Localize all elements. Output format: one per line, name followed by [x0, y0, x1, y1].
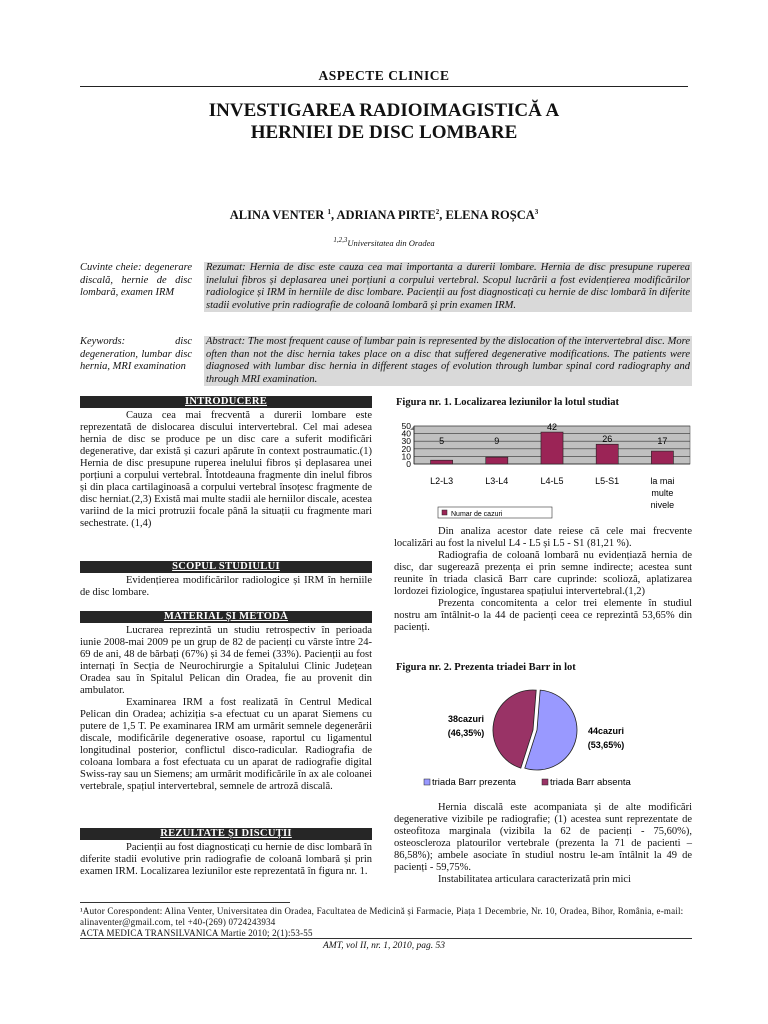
figure-1-bar-chart [394, 412, 692, 522]
affiliation-sup: 1,2,3 [333, 236, 348, 244]
data-label: 26 [602, 434, 613, 445]
data-label: 9 [494, 436, 500, 446]
method-paragraph-2: Examinarea IRM a fost realizată în Centrul Medical Pelican din Oradea; achiziția s-a efectuat cu un aparat Siemens cu putere de 1,5 T. Pe examinarea IRM am urmărit semnele degenerării discale, modificările degenerative osoase, raportul cu ligamentul longitudinal posterior, conflictul disco-radicular. Radiografia de coloana lombara a fost efectuata cu un aparat de radiografie digital Swiss-ray sau un Siemens; am urmărit modificările în ax ale coloanei vertebrale, spațiul intervertebral, semnele de artroză discală. [80, 697, 372, 792]
method-heading: MATERIAL ȘI METODĂ [80, 611, 372, 623]
legend-swatch [442, 510, 447, 515]
keywords-en: Keywords: disc degeneration, lumbar disc hernia, MRI examination [80, 336, 192, 372]
affiliation-text: Universitatea din Oradea [347, 237, 435, 248]
x-tick-label: L3-L4 [485, 476, 509, 486]
scope-text [80, 575, 372, 599]
x-tick-label: L4-L5 [540, 476, 564, 486]
figure-2-pie-chart [394, 680, 692, 794]
y-tick-labels [402, 421, 412, 469]
bar [486, 457, 508, 464]
author-2: ADRIANA PIRTE [336, 208, 436, 223]
section-rubric: ASPECTE CLINICE [318, 68, 450, 83]
right-paragraph-4: Hernia discală este acompaniata și de alte modificări degenerative vizibile pe radiografie; (1) acestea sunt reprezentate de osteofitoza marginala (vizibila la 62 de pacienți - 75,60%), osteoscleroza platourilor vertebrale (prezenta la 71 de pacienti – 86,58%); ambele asociate în studiul nostru le-am întâlnit la 49 de pacienți - 59,75%. [394, 802, 692, 873]
results-text [80, 842, 372, 878]
author-1-sup: 1 [327, 208, 331, 216]
author-3: ELENA ROȘCA [445, 208, 535, 223]
footnote-author: ¹Autor Corespondent: Alina Venter, Universitatea din Oradea, Facultatea de Medicină și Farmacie, Piața 1 Decembrie, Nr. 10, Oradea, Bihor, România, e-mail: alinaventer@gmail.com, tel +40-(269) 0724243934 [80, 906, 684, 927]
pie-label-absenta: 38cazuri [447, 714, 485, 724]
figure-1-title: Figura nr. 1. Localizarea leziunilor la lotul studiat [396, 397, 619, 408]
affiliation [0, 236, 768, 248]
results-paragraph: Pacienții au fost diagnosticați cu hernie de disc lombară în diferite stadii evolutive prin radiografie de coloană lombară și prin examen IRM. Localizarea leziunilor este reprezentată în figura nr. 1. [80, 842, 372, 877]
y-tick-label: 30 [401, 436, 411, 447]
pie-pct-prezenta: (53,65%) [587, 740, 625, 750]
footnote [80, 906, 692, 939]
y-tick-label: 0 [406, 459, 411, 469]
figure-2-title: Figura nr. 2. Prezenta triadei Barr in lot [396, 662, 576, 673]
x-tick-label: la mai [650, 476, 675, 486]
data-label: 17 [657, 436, 668, 446]
method-text [80, 625, 372, 793]
x-tick-label: L5-S1 [595, 476, 620, 486]
y-tick-label: 20 [401, 443, 411, 454]
author-2-sup: 2 [435, 208, 440, 216]
right-paragraph-1: Din analiza acestor date reiese că cele mai frecvente localizări au fost la nivelul L4 - L5 și L5 - S1 (81,21 %). [394, 526, 692, 549]
bar [431, 460, 453, 464]
pie-label-prezenta: 44cazuri [587, 726, 625, 736]
y-tick-label: 10 [401, 451, 411, 462]
author-3-sup: 3 [534, 208, 539, 216]
legend-label: Numar de cazuri [451, 511, 503, 518]
header-rule [80, 86, 688, 87]
right-paragraph-3: Prezenta concomitenta a celor trei elemente în studiul nostru am întâlnit-o la 44 de pacienți ceea ce reprezintă 53,65% din pacienți. [394, 598, 692, 633]
bar [541, 432, 563, 464]
legend-swatch-absenta [542, 779, 548, 785]
pie-pct-absenta: (46,35%) [447, 728, 485, 738]
right-text-2 [394, 802, 692, 886]
method-paragraph-1: Lucrarea reprezintă un studiu retrospectiv în perioada iunie 2008-mai 2009 pe un grup de 82 de pacienți cu vârste între 24- 69 de ani, 48 de bărbați (67%) și 34 de femei (33%). Pacienții au fost internați în Secția de Neurochirurgie a Spitalului Clinic Județean Oradea sau în Spitalul Pelican din Oradea, fie au provenit din ambulator. [80, 625, 372, 696]
y-tick-label: 50 [401, 421, 411, 431]
bar [651, 451, 673, 464]
keywords-ro: Cuvinte cheie: degenerare discală, hernie de disc lombară, examen IRM [80, 262, 192, 298]
pie-slices [493, 690, 577, 770]
abstract-ro: Rezumat: Hernia de disc este cauza cea mai importanta a durerii lombare. Hernia de disc presupune ruperea inelului fibros și deplasarea unei porțiuni a corpului vertebral. Scopul lucrării a fost evidențierea modificărilor radiologice și IRM în herniile de disc lombare. Pacienții au fost diagnosticați cu hernie de disc lombară în diferite stadii evolutive prin radiografie de coloană lombară și prin examen IRM. [206, 262, 690, 311]
right-paragraph-5: Instabilitatea articulara caracterizată prin mici [438, 874, 631, 885]
page-reference: AMT, vol II, nr. 1, 2010, pag. 53 [323, 941, 445, 951]
right-text-1 [394, 526, 692, 634]
title-line-1: INVESTIGAREA RADIOIMAGISTICĂ A [208, 100, 560, 121]
footnote-rule [80, 902, 290, 903]
scope-paragraph: Evidențierea modificărilor radiologice și IRM în herniile de disc lombare. [80, 575, 372, 598]
abstract-en: Abstract: The most frequent cause of lumbar pain is represented by the dislocation of the intervertebral disc. More often than not the disc hernia takes place on a disc that suffered degenerative modifications. The patients were diagnosed with lumbar disc hernia in different stages of evolution through lumbar spinal cord radiography and through MRI examination. [206, 336, 690, 385]
legend-swatch-prezenta [424, 779, 430, 785]
data-label: 5 [439, 436, 445, 446]
y-tick-label: 40 [401, 428, 411, 439]
x-tick-labels [430, 476, 674, 510]
results-heading: REZULTATE ȘI DISCUȚII [80, 828, 372, 840]
intro-heading: INTRODUCERE [80, 396, 372, 408]
x-tick-label: multe [651, 488, 674, 498]
title-line-2: HERNIEI DE DISC LOMBARE [250, 122, 518, 143]
data-label: 42 [546, 422, 558, 433]
legend-label-absenta: triada Barr absenta [550, 777, 631, 788]
legend-label-prezenta: triada Barr prezenta [432, 777, 516, 788]
author-1: ALINA VENTER [229, 208, 325, 223]
author-list: ALINA VENTER $^1$, ADRIANA PIRTE$^2$, ELENA ROȘCA$^3$ [229, 208, 539, 223]
x-tick-label: L2-L3 [430, 476, 454, 486]
x-tick-label: nivele [650, 500, 675, 510]
intro-paragraph: Cauza cea mai frecventă a durerii lombare este reprezentată de dislocarea discului intervertebral. Cel mai adesea hernia de disc se produce pe un disc care a suferit modificări degenerative, dar există și cazuri apărute în context postraumatic.(1) Hernia de disc presupune ruperea inelului fibros și deplasarea unei porțiuni a corpului vertebral. Întotdeauna fragmente din inelul fibros și din placa cartilaginoasă a corpului vertebral însoțesc fragmente de disc herniat.(2,3) Există mai multe stadii ale herniilor discale, acestea variind de la mici protruzii focale până la situații cu fragmente mari sechestrate. (1,4) [80, 410, 372, 529]
footnote-journal: ACTA MEDICA TRANSILVANICA Martie 2010; 2(1):53-55 [80, 928, 313, 938]
footer-rule [80, 938, 692, 939]
intro-text [80, 410, 372, 530]
scope-heading: SCOPUL STUDIULUI [80, 561, 372, 573]
bar [596, 444, 618, 464]
right-paragraph-2: Radiografia de coloană lombară nu evidențiază hernia de disc, dar sugerează prezența ei prin semne indirecte; acestea sunt reunite în triada clasică Barr care cuprinde: scolioză, aplatizarea lordozei fiziologice, îngustarea spațiului intervertebral.(1,2) [394, 550, 692, 597]
article-title [0, 100, 768, 144]
